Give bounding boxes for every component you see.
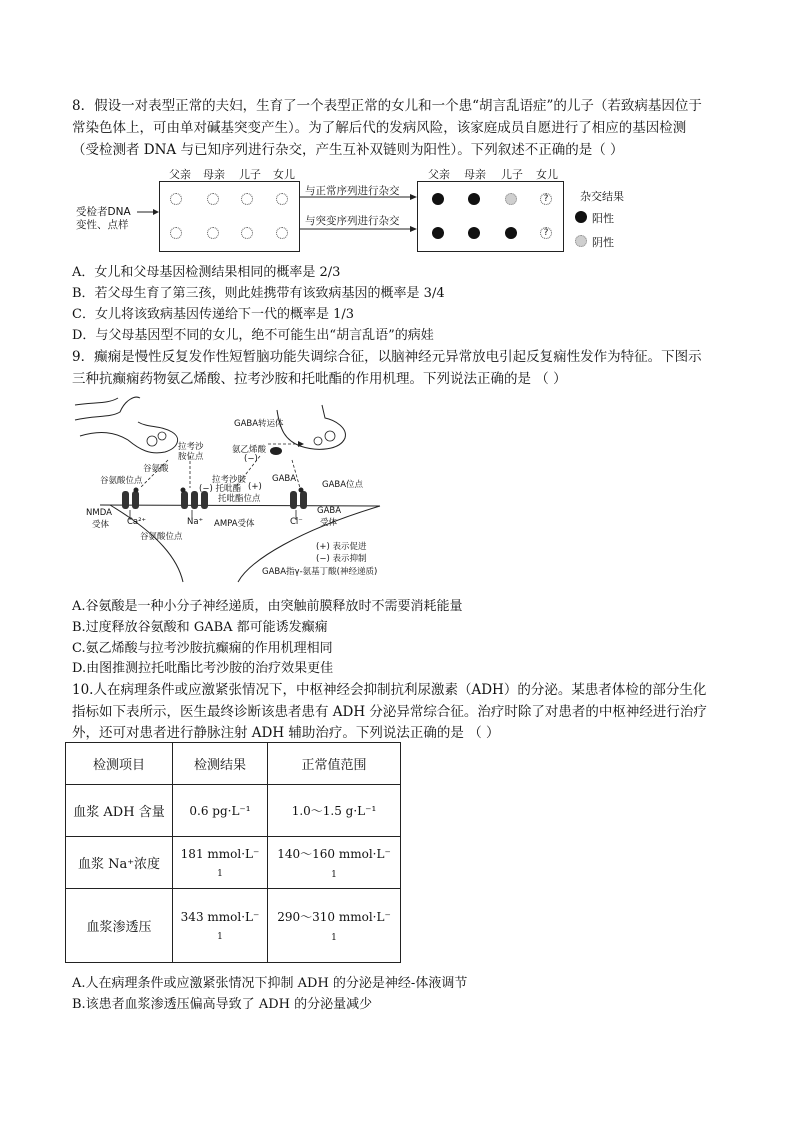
q8-arrow-top-label: 与正常序列进行杂交 — [305, 185, 400, 197]
q9-option-a: A.谷氨酸是一种小分子神经递质，由突触前膜释放时不需要消耗能量 — [72, 599, 463, 614]
gaba-transporter-label: GABA转运体 — [234, 419, 284, 429]
glutamate-label: 谷氨酸 — [143, 464, 169, 474]
cell-result-tail: 1 — [217, 868, 223, 879]
cell-range — [268, 889, 401, 963]
q8-option-d: D．与父母基因型不同的女儿，绝不可能生出“胡言乱语”的病娃 — [72, 328, 434, 343]
q8-arrow-bottom-label: 与突变序列进行杂交 — [305, 215, 400, 227]
chloride-label: Cl⁻ — [290, 517, 303, 527]
header-item: 检测项目 — [66, 743, 173, 785]
q8-option-b: B．若父母生育了第三孩，则此娃携带有该致病基因的概率是 3/4 — [72, 286, 445, 301]
topiramate-site-label: 托吡酯位点 — [218, 494, 261, 504]
ampa-label: AMPA受体 — [214, 519, 255, 529]
q8-result-member-father: 父亲 — [428, 168, 450, 181]
header-result: 检测结果 — [173, 743, 268, 785]
header-range: 正常值范围 — [268, 743, 401, 785]
vigabatrin-label: 氨乙烯酸 — [232, 445, 267, 455]
q8-line-3: （受检测者 DNA 与已知序列进行杂交，产生互补双链则为阳性）。下列叙述不正确的是（ ） — [72, 142, 624, 158]
cell-item: 血浆 ADH 含量 — [66, 785, 173, 837]
q10-line-1: 10.人在病理条件或应激紧张情况下，中枢神经会抑制抗利尿激素（ADH）的分泌。某患者体检的部分生化 — [72, 682, 707, 698]
q9-option-c: C.氨乙烯酸与拉考沙胺抗癫痫的作用机理相同 — [72, 641, 333, 656]
cell-result-tail: 1 — [217, 931, 223, 942]
lacosamide-site-label-2: 胺位点 — [178, 452, 204, 462]
q8-legend-positive: 阳性 — [592, 212, 614, 225]
table-row — [66, 837, 401, 889]
q8-left-label-2: 变性、点样 — [76, 219, 129, 231]
q9-line-1: 9．癫痫是慢性反复发作性短暂脑功能失调综合征，以脑神经元异常放电引起反复痫性发作为特征。下图示 — [72, 349, 702, 365]
q8-legend-title: 杂交结果 — [580, 190, 624, 203]
q10-option-a: A.人在病理条件或应激紧张情况下抑制 ADH 的分泌是神经-体液调节 — [72, 976, 468, 991]
nmda-label-1: NMDA — [86, 508, 112, 518]
table-row — [66, 785, 401, 837]
topiramate-label: (−) 托吡酯 — [199, 484, 241, 494]
cell-range-main: 140～160 mmol·L⁻ — [277, 847, 391, 861]
cell-range: 1.0～1.5 g·L⁻¹ — [268, 785, 401, 837]
cell-result: 0.6 pg·L⁻¹ — [173, 785, 268, 837]
cell-item: 血浆 Na⁺浓度 — [66, 837, 173, 889]
calcium-label: Ca²⁺ — [127, 517, 147, 527]
q9-option-d: D.由图推测拉托吡酯比考沙胺的治疗效果更佳 — [72, 661, 334, 676]
minus-sign-vigabatrin: (−) — [244, 454, 258, 464]
result-unknown-dot: ? — [540, 193, 552, 205]
q8-member-mother: 母亲 — [203, 168, 225, 181]
gaba-label: GABA — [272, 474, 297, 484]
cell-result-main: 343 mmol·L⁻ — [180, 909, 260, 924]
gaba-receptor-label-2: 受体 — [320, 518, 338, 528]
q8-option-a: A．女儿和父母基因检测结果相同的概率是 2/3 — [72, 265, 341, 280]
gaba-site-label: GABA位点 — [322, 480, 364, 490]
q8-result-member-son: 儿子 — [501, 168, 523, 181]
result-unknown-dot: ? — [540, 227, 552, 239]
q8-line-2: 常染色体上，可由单对碱基突变产生）。为了解后代的发病风险，该家庭成员自愿进行了相应的基因检测 — [72, 120, 687, 136]
cell-item: 血浆渗透压 — [66, 889, 173, 963]
cell-range — [268, 837, 401, 889]
cell-range-main: 290～310 mmol·L⁻ — [277, 910, 391, 924]
q8-left-label-1: 受检者DNA — [76, 206, 131, 218]
sodium-label: Na⁺ — [187, 517, 204, 527]
glutamate-site-label-2: 谷氨酸位点 — [140, 532, 183, 542]
cell-result-main: 181 mmol·L⁻ — [180, 846, 260, 861]
table-header-row — [66, 743, 401, 785]
q10-line-2: 指标如下表所示，医生最终诊断该患者患有 ADH 分泌异常综合征。治疗时除了对患者的中枢神经进行治疗 — [72, 704, 707, 720]
q8-member-father: 父亲 — [169, 168, 191, 181]
lab-results-table — [65, 742, 401, 963]
cell-result — [173, 889, 268, 963]
q8-result-member-mother: 母亲 — [464, 168, 486, 181]
cell-range-tail: 1 — [331, 870, 337, 880]
glutamate-site-label: 谷氨酸位点 — [100, 476, 143, 486]
q9-option-b: B.过度释放谷氨酸和 GABA 都可能诱发癫痫 — [72, 620, 328, 635]
legend-gaba: GABA指γ-氨基丁酸(神经递质) — [262, 567, 378, 577]
q10-line-3: 外，还可对患者进行静脉注射 ADH 辅助治疗。下列说法正确的是 （ ） — [72, 725, 500, 741]
cell-range-tail: 1 — [331, 933, 337, 943]
q10-option-b: B.该患者血浆渗透压偏高导致了 ADH 的分泌量减少 — [72, 997, 373, 1012]
nmda-label-2: 受体 — [92, 520, 110, 530]
q8-line-1: 8．假设一对表型正常的夫妇，生育了一个表型正常的女儿和一个患“胡言乱语症”的儿子（若致病基因位于 — [72, 98, 702, 114]
gaba-receptor-label-1: GABA — [317, 506, 342, 516]
q8-option-c: C．女儿将该致病基因传递给下一代的概率是 1/3 — [72, 307, 355, 322]
q8-member-daughter: 女儿 — [273, 168, 295, 181]
lacosamide-site-label-1: 拉考沙 — [178, 442, 204, 452]
plus-sign: (+) — [248, 482, 262, 492]
legend-promote: (+) 表示促进 — [316, 542, 367, 552]
q8-result-member-daughter: 女儿 — [536, 168, 558, 181]
legend-inhibit: (−) 表示抑制 — [316, 554, 367, 564]
q8-member-son: 儿子 — [239, 168, 261, 181]
table-row — [66, 889, 401, 963]
cell-result — [173, 837, 268, 889]
q9-line-2: 三种抗癫痫药物氨乙烯酸、拉考沙胺和托吡酯的作用机理。下列说法正确的是 （ ） — [72, 371, 567, 387]
lacosamide-label: 拉考沙胺 — [212, 475, 247, 485]
q8-legend-negative: 阴性 — [592, 236, 614, 249]
